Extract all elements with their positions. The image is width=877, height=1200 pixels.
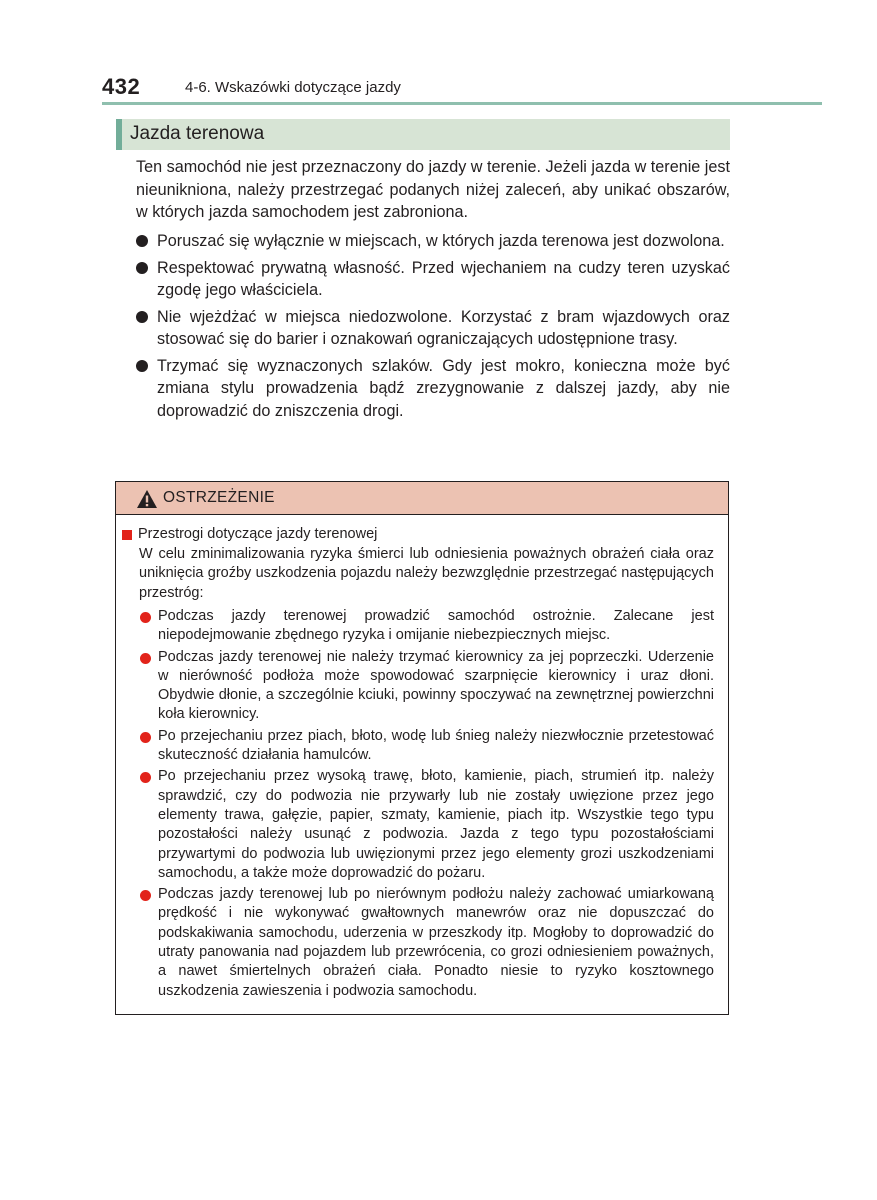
bullet-icon <box>136 235 148 247</box>
rule-text: Trzymać się wyznaczonych szlaków. Gdy jest mokro, konieczna może być zmiana stylu prowadzenia bądź zrezygnowanie z dalszej jazdy, aby nie doprowadzić do zniszczenia drogi. <box>157 356 730 420</box>
precaution-text: Podczas jazdy terenowej prowadzić samochód ostrożnie. Zalecane jest niepodejmowanie zbędnego ryzyka i omijanie niebezpiecznych miejsc. <box>158 608 714 644</box>
precaution-text: Podczas jazdy terenowej nie należy trzymać kierownicy za jej poprzeczki. Uderzenie w nierówność podłoża może spowodować szarpnięcie kierownicy i uraz dłoni. Obydwie dłonie, a szczególnie kciuki, powinny spoczywać na zewnętrznej powierzchni koła kierownicy. <box>158 648 714 723</box>
red-bullet-icon <box>140 890 151 901</box>
offroad-rules-list <box>136 230 730 422</box>
page-header <box>102 72 822 102</box>
page-number: 432 <box>102 74 141 99</box>
rule-item <box>136 355 730 423</box>
red-bullet-icon <box>140 772 151 783</box>
warning-subtitle: Przestrogi dotyczące jazdy terenowej <box>138 526 378 542</box>
section-title-bar <box>116 119 730 150</box>
precaution-item <box>139 885 714 1001</box>
bullet-icon <box>136 262 148 274</box>
chapter-title: 4-6. Wskazówki dotyczące jazdy <box>185 79 401 96</box>
precaution-item <box>139 727 714 766</box>
red-bullet-icon <box>140 653 151 664</box>
precaution-text: Po przejechaniu przez wysoką trawę, błoto, kamienie, piach, strumień itp. należy sprawdzić, czy do podwozia nie przywarły lub nie zostały uwięzione przez jego elementy trawa, gałęzie, papier, szmaty, kamienie, piach itp. Wszystkie tego typu pozostałości należy usunąć z podwozia. Jazda z tego typu pozostałościami przywartymi do podwozia lub uwięzionymi przez jego elementy grozi uszkodzeniami samochodu, a także może doprowadzić do pożaru. <box>158 768 714 881</box>
red-square-icon <box>122 530 132 540</box>
warning-box <box>115 481 729 1015</box>
rule-text: Nie wjeżdżać w miejsca niedozwolone. Korzystać z bram wjazdowych oraz stosować się do barier i oznakowań ograniczających udostępnione trasy. <box>157 307 730 348</box>
bullet-icon <box>136 360 148 372</box>
warning-triangle-icon <box>136 489 158 509</box>
rule-item <box>136 230 730 253</box>
precaution-item <box>139 648 714 725</box>
rule-text: Respektować prywatną własność. Przed wjechaniem na cudzy teren uzyskać zgodę jego właściciela. <box>157 258 730 299</box>
rule-item <box>136 257 730 302</box>
warning-title: OSTRZEŻENIE <box>163 489 275 506</box>
red-bullet-icon <box>140 612 151 623</box>
precaution-item <box>139 607 714 646</box>
red-bullet-icon <box>140 732 151 743</box>
rule-text: Poruszać się wyłącznie w miejscach, w których jazda terenowa jest dozwolona. <box>157 232 725 250</box>
precaution-text: Podczas jazdy terenowej lub po nierównym podłożu należy zachować umiarkowaną prędkość i nie wykonywać gwałtownych manewrów oraz nie dopuszczać do podskakiwania samochodu, uderzenia w przeszkody itp. Mogłoby to doprowadzić do utraty panowania nad pojazdem lub przewrócenia, co grozi odniesieniem poważnych, a nawet śmiertelnych obrażeń ciała. Ponadto niesie to ryzyko kosztownego uszkodzenia zawieszenia i podwozia samochodu. <box>158 886 714 999</box>
header-divider <box>102 102 822 105</box>
bullet-icon <box>136 311 148 323</box>
section-title-accent <box>116 119 122 150</box>
section-intro: Ten samochód nie jest przeznaczony do jazdy w terenie. Jeżeli jazda w terenie jest nieunikniona, należy przestrzegać podanych niżej zaleceń, aby unikać obszarów, w których jazda samochodem jest zabroniona. <box>136 158 730 221</box>
precaution-text: Po przejechaniu przez piach, błoto, wodę lub śnieg należy niezwłocznie przetestować skuteczność działania hamulców. <box>158 727 714 764</box>
warning-header <box>116 482 728 515</box>
warning-intro: W celu zminimalizowania ryzyka śmierci lub odniesienia poważnych obrażeń ciała oraz uniknięcia groźby uszkodzenia pojazdu należy bezwzględnie przestrzegać następujących przestróg: <box>139 546 714 601</box>
section-title: Jazda terenowa <box>130 123 265 144</box>
precaution-item <box>139 767 714 883</box>
rule-item <box>136 306 730 351</box>
precautions-list <box>139 607 714 1001</box>
